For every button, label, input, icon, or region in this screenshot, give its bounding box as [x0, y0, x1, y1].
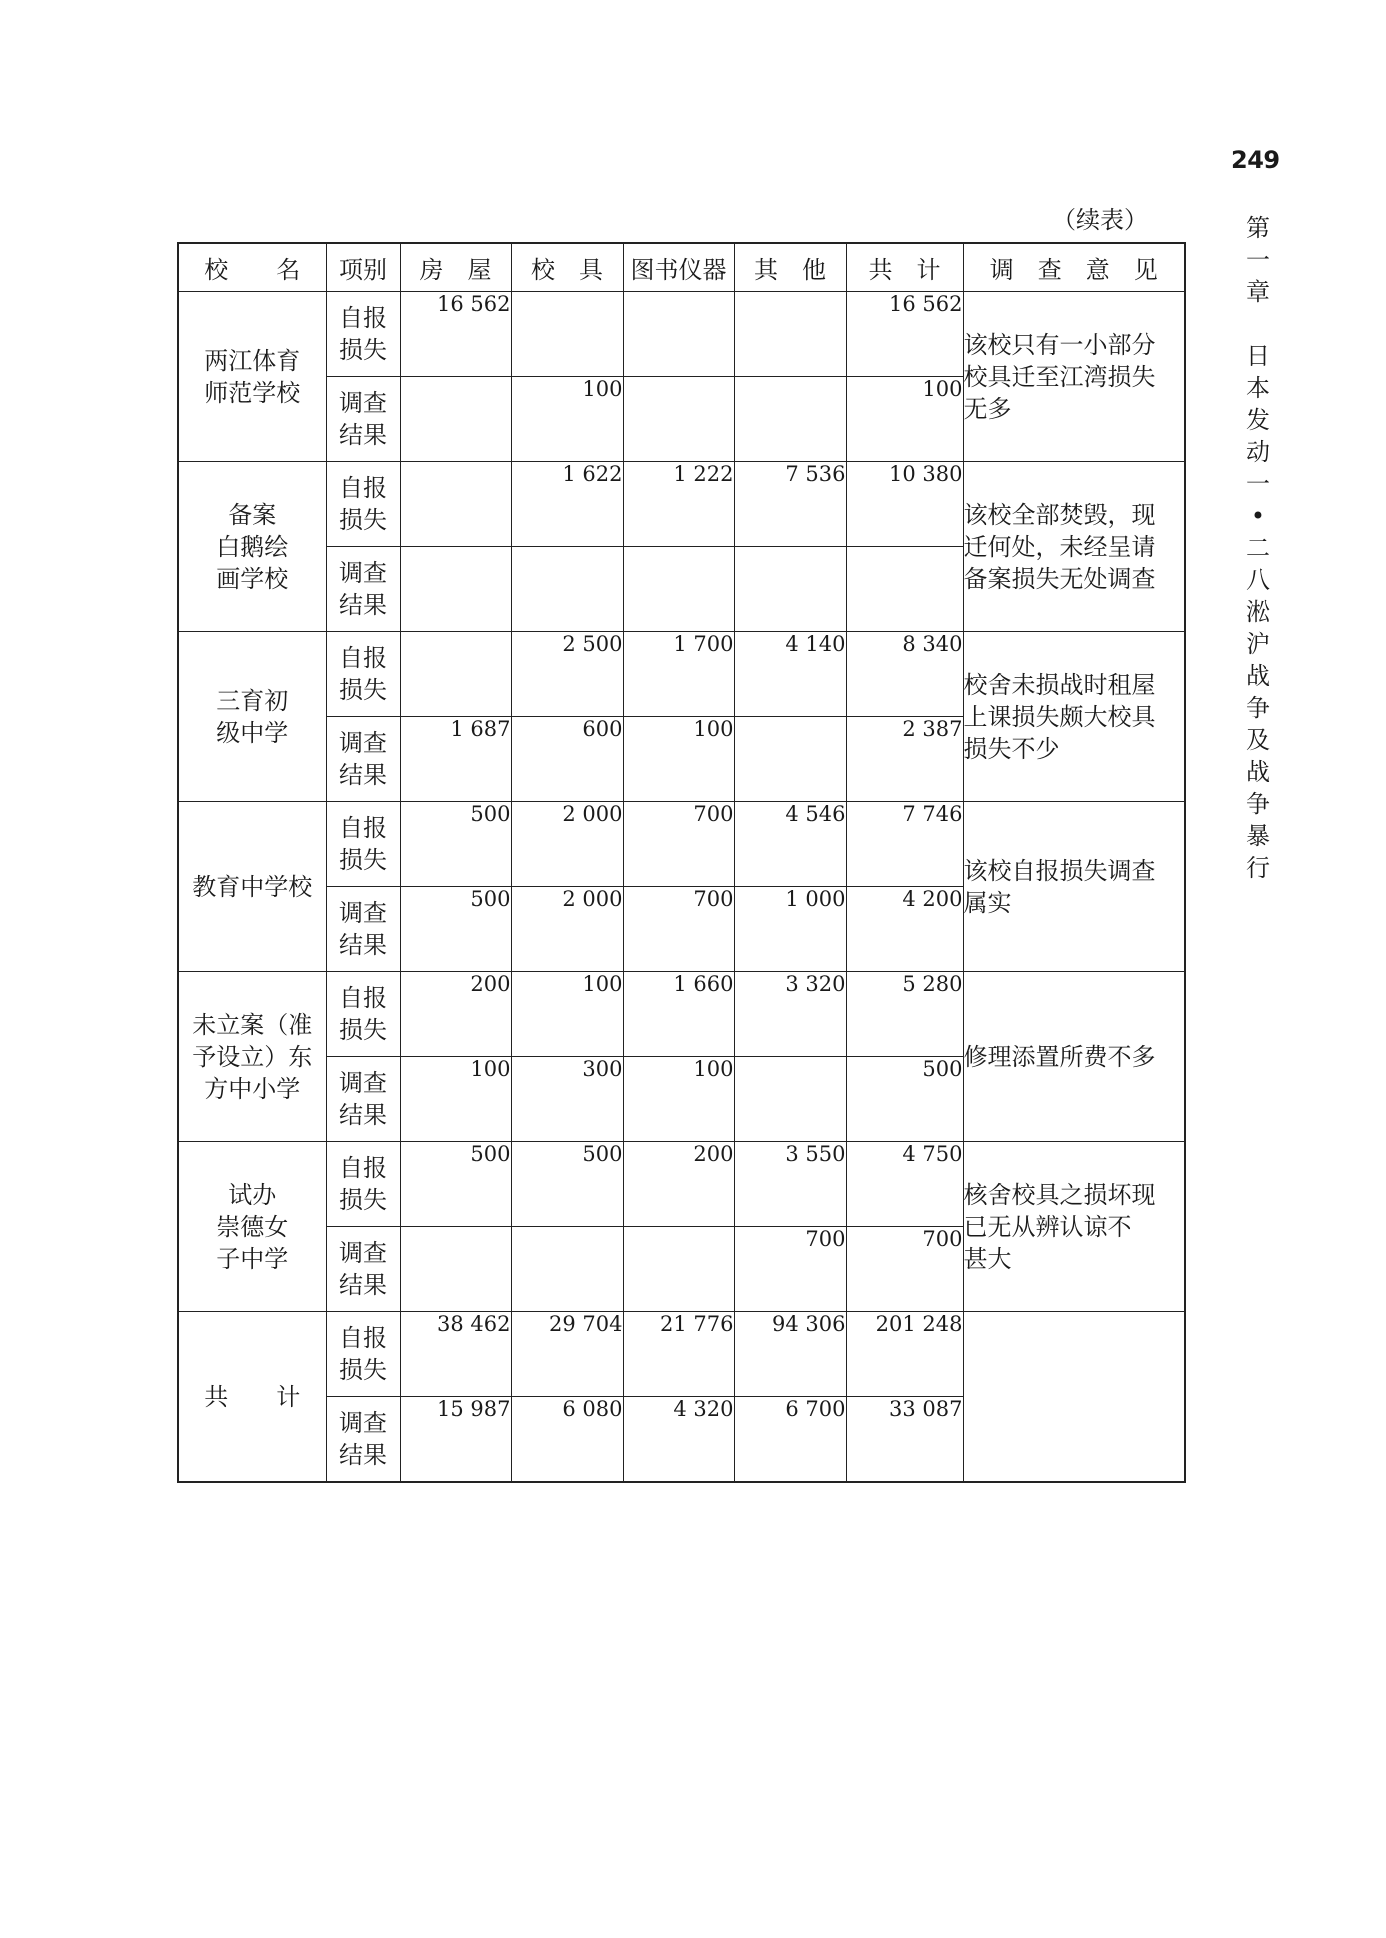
item-type-line: 调查 [339, 1409, 387, 1437]
value-cell: 2 000 [511, 887, 623, 972]
opinion-line: 损失不少 [963, 734, 1060, 763]
item-type-line: 结果 [339, 591, 387, 619]
item-type-line: 调查 [339, 729, 387, 757]
item-type-line: 调查 [339, 389, 387, 417]
value-cell: 16 562 [846, 292, 963, 377]
value-cell: 3 550 [734, 1142, 846, 1227]
survey-opinion-cell [963, 1312, 1185, 1483]
survey-result-label [326, 547, 400, 632]
opinion-line: 校舍未损战时租屋 [963, 670, 1156, 699]
value-cell: 4 750 [846, 1142, 963, 1227]
side-title-char: 及 [1246, 726, 1270, 754]
header-books-instruments: 图书仪器 [623, 243, 734, 292]
survey-result-label [326, 887, 400, 972]
opinion-line: 属实 [963, 888, 1012, 917]
value-cell: 100 [511, 377, 623, 462]
side-title-char: 第 [1246, 214, 1270, 242]
value-cell: 500 [846, 1057, 963, 1142]
side-title-char: 发 [1246, 406, 1270, 434]
item-type-line: 结果 [339, 761, 387, 789]
value-cell: 500 [400, 887, 511, 972]
value-cell: 201 248 [846, 1312, 963, 1397]
table-row [178, 1142, 1185, 1227]
value-cell [400, 462, 511, 547]
value-cell [623, 547, 734, 632]
value-cell: 100 [623, 717, 734, 802]
value-cell: 4 140 [734, 632, 846, 717]
school-name-line: 备案 [228, 500, 277, 529]
side-title-char: 一 [1246, 246, 1270, 274]
self-report-label [326, 802, 400, 887]
side-title-char [1238, 308, 1278, 340]
header-total: 共 计 [846, 243, 963, 292]
school-name-line: 崇德女 [216, 1212, 289, 1241]
school-name-cell [178, 1142, 326, 1312]
value-cell [734, 377, 846, 462]
item-type-line: 调查 [339, 1239, 387, 1267]
loss-table [177, 242, 1186, 1483]
opinion-line: 该校只有一小部分 [963, 330, 1156, 359]
opinion-line: 该校自报损失调查 [963, 856, 1156, 885]
side-title-char: 八 [1246, 566, 1270, 594]
item-type-line: 损失 [339, 506, 387, 534]
side-title-char: 争 [1246, 694, 1270, 722]
survey-result-label [326, 1057, 400, 1142]
school-name-cell [178, 292, 326, 462]
value-cell: 1 687 [400, 717, 511, 802]
value-cell [623, 1227, 734, 1312]
value-cell: 200 [623, 1142, 734, 1227]
item-type-line: 损失 [339, 676, 387, 704]
item-type-line: 自报 [339, 814, 387, 842]
header-item-type: 项别 [326, 243, 400, 292]
value-cell [511, 1227, 623, 1312]
value-cell: 8 340 [846, 632, 963, 717]
survey-opinion-cell [963, 1142, 1185, 1312]
item-type-line: 自报 [339, 474, 387, 502]
item-type-line: 损失 [339, 846, 387, 874]
value-cell: 200 [400, 972, 511, 1057]
value-cell [734, 292, 846, 377]
opinion-line: 备案损失无处调查 [963, 564, 1156, 593]
value-cell [511, 292, 623, 377]
table-row [178, 972, 1185, 1057]
item-type-line: 调查 [339, 1069, 387, 1097]
item-type-line: 自报 [339, 304, 387, 332]
value-cell: 600 [511, 717, 623, 802]
item-type-line: 自报 [339, 1154, 387, 1182]
header-survey-opinion: 调 查 意 见 [963, 243, 1185, 292]
side-title-char: 动 [1246, 438, 1270, 466]
side-title-char: 战 [1246, 758, 1270, 786]
survey-opinion-cell [963, 462, 1185, 632]
school-name-cell [178, 972, 326, 1142]
item-type-line: 结果 [339, 931, 387, 959]
side-title-char: 淞 [1246, 598, 1270, 626]
value-cell: 100 [623, 1057, 734, 1142]
school-name-line: 共 计 [204, 1382, 301, 1411]
value-cell: 94 306 [734, 1312, 846, 1397]
value-cell: 1 660 [623, 972, 734, 1057]
value-cell [734, 547, 846, 632]
item-type-line: 调查 [339, 559, 387, 587]
value-cell: 16 562 [400, 292, 511, 377]
value-cell [400, 377, 511, 462]
self-report-label [326, 972, 400, 1057]
value-cell [734, 717, 846, 802]
value-cell: 5 280 [846, 972, 963, 1057]
opinion-line: 甚大 [963, 1244, 1012, 1273]
value-cell: 7 536 [734, 462, 846, 547]
value-cell: 6 080 [511, 1397, 623, 1483]
value-cell: 29 704 [511, 1312, 623, 1397]
item-type-line: 调查 [339, 899, 387, 927]
item-type-line: 自报 [339, 1324, 387, 1352]
value-cell [400, 1227, 511, 1312]
school-name-cell [178, 462, 326, 632]
value-cell: 100 [846, 377, 963, 462]
header-school-name: 校 名 [178, 243, 326, 292]
opinion-line: 迁何处，未经呈请 [963, 532, 1156, 561]
school-name-line: 师范学校 [204, 378, 301, 407]
value-cell [734, 1057, 846, 1142]
table-row [178, 462, 1185, 547]
table-row [178, 1312, 1185, 1397]
value-cell [511, 547, 623, 632]
value-cell: 4 546 [734, 802, 846, 887]
school-name-line: 子中学 [216, 1244, 289, 1273]
value-cell: 7 746 [846, 802, 963, 887]
value-cell: 500 [400, 1142, 511, 1227]
survey-opinion-cell [963, 292, 1185, 462]
value-cell: 1 000 [734, 887, 846, 972]
value-cell [623, 377, 734, 462]
item-type-line: 自报 [339, 984, 387, 1012]
value-cell: 700 [846, 1227, 963, 1312]
value-cell: 500 [400, 802, 511, 887]
side-title-char: 争 [1246, 790, 1270, 818]
item-type-line: 结果 [339, 1101, 387, 1129]
school-name-line: 画学校 [216, 564, 289, 593]
survey-result-label [326, 1397, 400, 1483]
value-cell: 2 387 [846, 717, 963, 802]
item-type-line: 损失 [339, 1016, 387, 1044]
header-buildings: 房 屋 [400, 243, 511, 292]
self-report-label [326, 1142, 400, 1227]
school-name-line: 未立案（准 [192, 1010, 313, 1039]
school-name-line: 级中学 [216, 718, 289, 747]
value-cell: 15 987 [400, 1397, 511, 1483]
value-cell: 21 776 [623, 1312, 734, 1397]
side-title-char: 日 [1246, 342, 1270, 370]
side-title-char: 本 [1246, 374, 1270, 402]
chapter-side-title [1238, 212, 1278, 884]
side-title-char: 一 [1246, 470, 1270, 498]
value-cell [846, 547, 963, 632]
value-cell: 100 [400, 1057, 511, 1142]
school-name-cell [178, 1312, 326, 1483]
self-report-label [326, 462, 400, 547]
value-cell: 300 [511, 1057, 623, 1142]
school-name-line: 两江体育 [204, 346, 301, 375]
side-title-char: 行 [1246, 854, 1270, 882]
value-cell: 10 380 [846, 462, 963, 547]
value-cell: 6 700 [734, 1397, 846, 1483]
school-name-cell [178, 802, 326, 972]
value-cell: 700 [623, 887, 734, 972]
survey-result-label [326, 717, 400, 802]
item-type-line: 结果 [339, 1441, 387, 1469]
side-title-char: 沪 [1246, 630, 1270, 658]
value-cell: 38 462 [400, 1312, 511, 1397]
self-report-label [326, 1312, 400, 1397]
opinion-line: 核舍校具之损坏现 [963, 1180, 1156, 1209]
survey-opinion-cell [963, 802, 1185, 972]
value-cell [400, 547, 511, 632]
survey-opinion-cell [963, 972, 1185, 1142]
opinion-line: 无多 [963, 394, 1012, 423]
item-type-line: 结果 [339, 421, 387, 449]
opinion-line: 校具迁至江湾损失 [963, 362, 1156, 391]
value-cell: 33 087 [846, 1397, 963, 1483]
value-cell: 2 500 [511, 632, 623, 717]
value-cell: 1 222 [623, 462, 734, 547]
value-cell: 1 700 [623, 632, 734, 717]
continued-label: （续表） [1052, 206, 1148, 234]
value-cell: 500 [511, 1142, 623, 1227]
value-cell: 2 000 [511, 802, 623, 887]
table-row [178, 632, 1185, 717]
self-report-label [326, 632, 400, 717]
value-cell [400, 632, 511, 717]
value-cell: 1 622 [511, 462, 623, 547]
value-cell: 700 [734, 1227, 846, 1312]
school-name-line: 教育中学校 [192, 872, 313, 901]
opinion-line: 修理添置所费不多 [963, 1042, 1156, 1071]
header-other: 其 他 [734, 243, 846, 292]
school-name-line: 试办 [228, 1180, 277, 1209]
side-title-char: 章 [1246, 278, 1270, 306]
value-cell: 100 [511, 972, 623, 1057]
survey-result-label [326, 1227, 400, 1312]
value-cell: 4 320 [623, 1397, 734, 1483]
value-cell: 4 200 [846, 887, 963, 972]
school-name-line: 方中小学 [204, 1074, 301, 1103]
item-type-line: 自报 [339, 644, 387, 672]
side-title-char: • [1250, 502, 1266, 530]
header-furniture: 校 具 [511, 243, 623, 292]
page-number: 249 [1231, 146, 1280, 174]
school-name-cell [178, 632, 326, 802]
value-cell: 700 [623, 802, 734, 887]
opinion-line: 上课损失颇大校具 [963, 702, 1156, 731]
survey-result-label [326, 377, 400, 462]
school-name-line: 予设立）东 [192, 1042, 313, 1071]
side-title-char: 二 [1246, 534, 1270, 562]
opinion-line: 已无从辨认谅不 [963, 1212, 1132, 1241]
self-report-label [326, 292, 400, 377]
side-title-char: 暴 [1246, 822, 1270, 850]
value-cell: 3 320 [734, 972, 846, 1057]
survey-opinion-cell [963, 632, 1185, 802]
item-type-line: 损失 [339, 336, 387, 364]
header-row [178, 243, 1185, 292]
item-type-line: 损失 [339, 1186, 387, 1214]
side-title-char: 战 [1246, 662, 1270, 690]
table-row [178, 292, 1185, 377]
opinion-line: 该校全部焚毁，现 [963, 500, 1156, 529]
item-type-line: 结果 [339, 1271, 387, 1299]
value-cell [623, 292, 734, 377]
school-name-line: 白鹅绘 [216, 532, 289, 561]
table-row [178, 802, 1185, 887]
item-type-line: 损失 [339, 1356, 387, 1384]
school-name-line: 三育初 [216, 686, 289, 715]
